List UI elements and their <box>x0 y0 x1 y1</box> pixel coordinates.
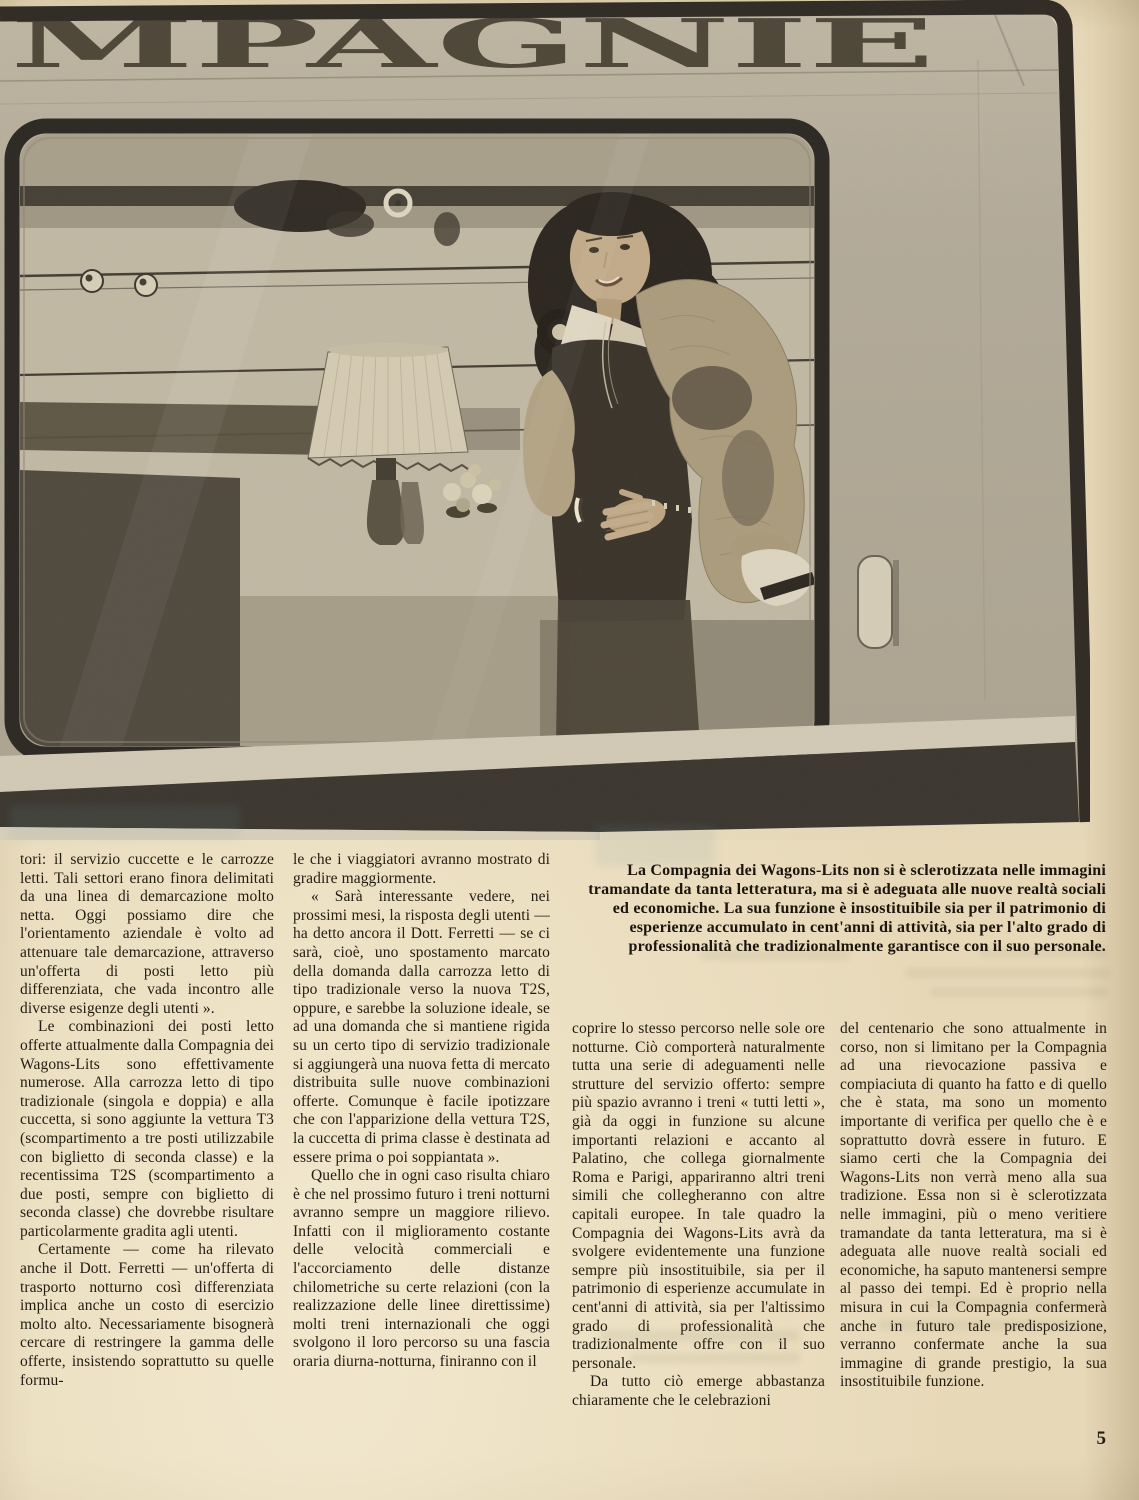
paragraph: tori: il servizio cuccette e le carrozze letti. Tali settori erano finora delimitati da una linea di demarcazione molto netta. Oggi possiamo dire che l'orientamento aziendale è volto ad attenuare tale demarcazione, attraverso un'offerta di posti letto più differenziata, che vada incontro alle diverse esigenze degli utenti ». <box>20 851 274 1017</box>
paragraph: Da tutto ciò emerge abbastanza chiaramente che le celebrazioni <box>572 1373 825 1409</box>
photo-caption: La Compagnia dei Wagons-Lits non si è sclerotizzata nelle immagini tramandate da tanta letteratura, ma si è adeguata alle nuove realtà sociali ed economiche. La sua funzione è insostituibile sia per il patrimonio di esperienze accumulato in cent'anni di attività, sia per l'alto grado di professionalità che tradizionalmente garantisce con il suo personale. <box>588 862 1106 955</box>
article-column-2 <box>293 851 550 1372</box>
paragraph: « Sarà interessante vedere, nei prossimi mesi, la risposta degli utenti — ha detto ancora il Dott. Ferretti — se ci sarà, cioè, uno spostamento marcato della domanda dalla carrozza letto di tipo tradizionale verso la nuova T2S, oppure, e sarebbe la soluzione ideale, se ad una domanda che si mantiene rigida su un certo tipo di servizio tradizionale si aggiungerà una nuova fetta di mercato distribuita sulle nuove combinazioni offerte. Comunque è facile ipotizzare che con l'apparizione della vettura T2S, la cuccetta di prima classe è destinata ad essere prima o poi soppiantata ». <box>293 888 550 1166</box>
bleed-through-smudge <box>905 968 1110 978</box>
paragraph: coprire lo stesso percorso nelle sole ore notturne. Ciò comporterà naturalmente tutta una serie di adeguamenti nelle strutture del servizio offerto: sempre più spazio avranno i treni « tutti letti », già da oggi in funzione su alcune importanti relazioni e accanto al Palatino, che collega giornalmente Roma e Parigi, appariranno altri treni simili che collegheranno con altre capitali europee. In tale quadro la Compagnia dei Wagons-Lits avrà da svolgere evidentemente una funzione sempre più insostituibile, sia per il patrimonio di esperienze accumulate in cent'anni di attività, sia per l'altissimo grado di professionalità che tradizionalmente offre con il suo personale. <box>572 1020 825 1372</box>
bleed-through-smudge <box>10 806 240 840</box>
article-column-4 <box>840 1020 1107 1392</box>
bleed-through-smudge <box>930 987 1108 997</box>
article-column-3 <box>572 1020 825 1410</box>
paragraph: Quello che in ogni caso risulta chiaro è che nel prossimo futuro i treni notturni avranno sempre un maggiore rilievo. Infatti con il miglioramento costante delle velocità commerciali e l'accorciamento delle distanze chilometriche su certe relazioni (con la realizzazione delle linee direttissime) molti treni internazionali che oggi svolgono il loro percorso su una fascia oraria diurna-notturna, finiranno con il <box>293 1167 550 1371</box>
bleed-through-smudge <box>595 826 715 866</box>
paragraph: le che i viaggiatori avranno mostrato di gradire maggiormente. <box>293 851 550 887</box>
paragraph: Le combinazioni dei posti letto offerte attualmente dalla Compagnia dei Wagons-Lits sono effettivamente numerose. Alla carrozza letto di tipo tradizionale (singola e doppia) e alla cuccetta, si sono aggiunte la vettura T3 (scompartimento a tre posti utilizzabile con biglietto di seconda classe) e la recentissima T2S (scompartimento a due posti, sempre con biglietto di seconda classe) che dovrebbe risultare particolarmente gradita agli utenti. <box>20 1018 274 1240</box>
page-number: 5 <box>1096 1428 1106 1449</box>
paragraph: del centenario che sono attualmente in corso, non si limitano per la Compagnia ad una rievocazione passiva e compiaciuta di quanto ha fatto e di quello che è stata, ma sono un momento importante di verifica per quello che è e soprattutto dovrà essere in futuro. E siamo certi che la Compagnia dei Wagons-Lits non verrà meno alla sua tradizione. Essa non si è sclerotizzata nelle immagini, più o meno veritiere tramandate da tanta letteratura, ma si è adeguata alle nuove realtà sociali ed economiche, ha saputo mantenersi sempre al passo dei tempi. Ed è proprio nella misura in cui la Compagnia confermerà anche in futuro tale predisposizione, verranno confermate anche la sua immagine di grande prestigio, la sua insostituibile funzione. <box>840 1020 1107 1391</box>
paragraph: Certamente — come ha rilevato anche il Dott. Ferretti — un'offerta di trasporto notturno così differenziata implica anche un costo di esercizio molto alto. Necessariamente bisognerà cercare di restringere la gamma delle offerte, insistendo soprattutto su quelle formu- <box>20 1241 274 1389</box>
article-column-1 <box>20 851 274 1390</box>
